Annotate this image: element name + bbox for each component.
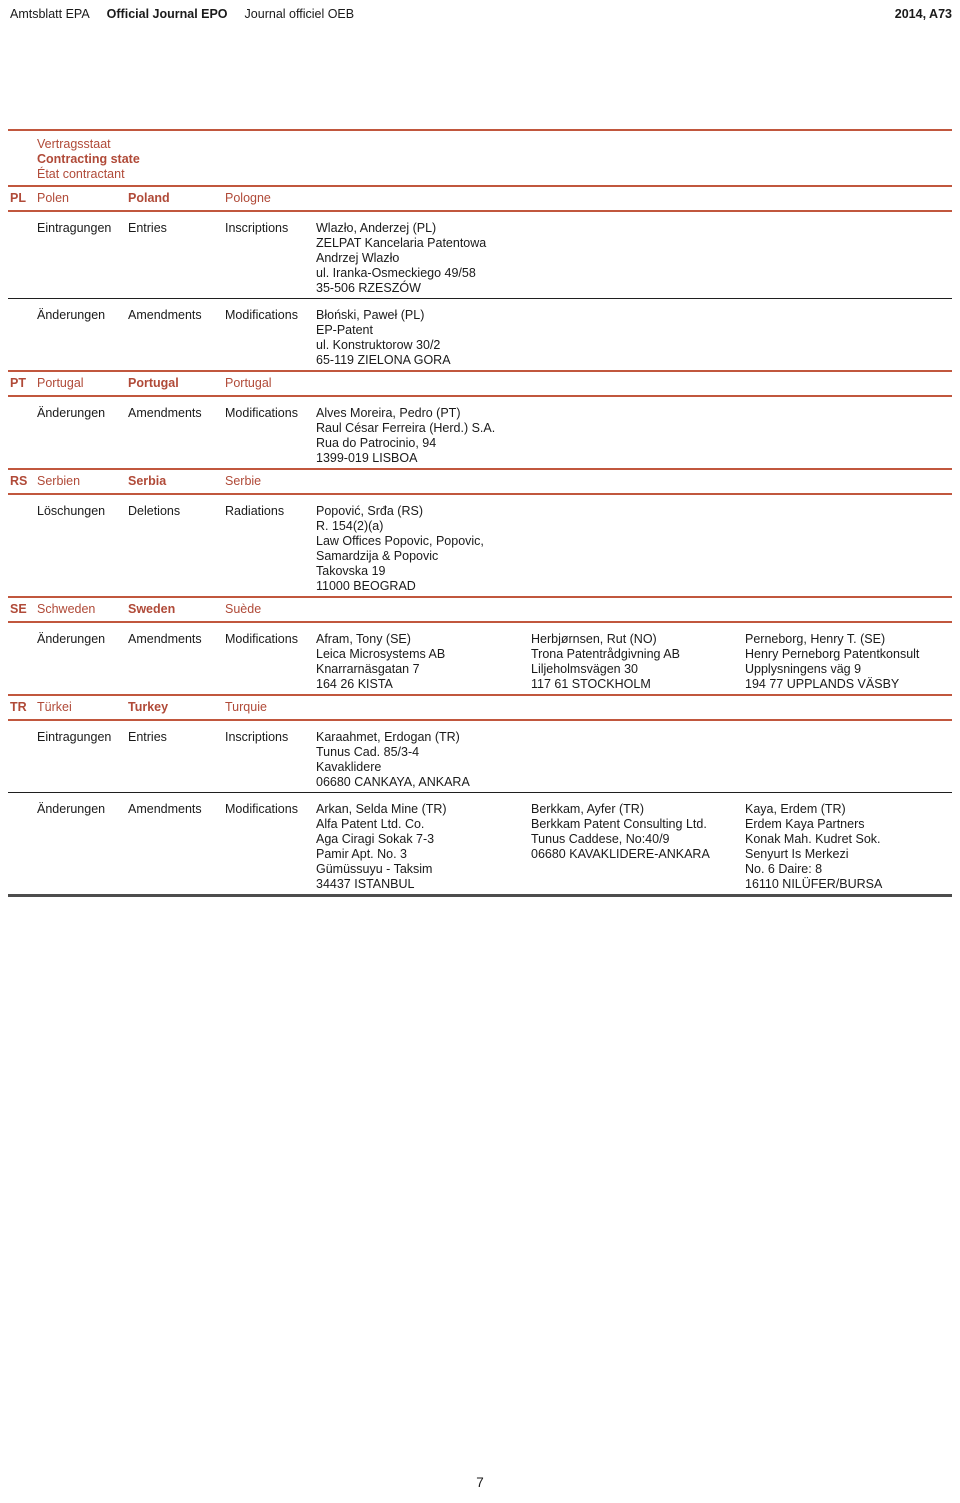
address-line: Upplysningens väg 9 [745,662,862,676]
address-line: Tunus Cad. 85/3-4 [316,745,420,759]
entry-address [531,632,745,692]
country-header-row [8,694,952,721]
column-header-de: Vertragsstaat [37,137,111,151]
entry-row [8,397,952,468]
country-name-fr: Pologne [225,191,271,205]
address-line: Leica Microsystems AB [316,647,446,661]
country-name-fr: Serbie [225,474,262,488]
journal-title-en: Official Journal EPO [106,7,228,21]
address-line: Raul César Ferreira (Herd.) S.A. [316,421,496,435]
entry-type-fr: Modifications [225,632,298,646]
country-header-row [8,370,952,397]
country-header-row [8,185,952,212]
entry-row [8,495,952,596]
address-line: Tunus Caddese, No:40/9 [531,832,670,846]
entry-row [8,721,952,792]
entry-row-indent [8,632,37,692]
column-header-en: Contracting state [37,152,140,166]
country-section [8,596,952,694]
address-line: Trona Patentrådgivning AB [531,647,680,661]
entry-type-fr: Inscriptions [225,221,289,235]
entry-address [316,308,531,368]
address-line: Afram, Tony (SE) [316,632,411,646]
entry-row [8,623,952,694]
entry-type-de: Eintragungen [37,221,112,235]
address-line: Senyurt Is Merkezi [745,847,849,861]
entry-type-fr: Radiations [225,504,285,518]
address-line: R. 154(2)(a) [316,519,384,533]
entry-type-en: Amendments [128,308,202,322]
address-line: Gümüssuyu - Taksim [316,862,433,876]
address-line: 1399-019 LISBOA [316,451,418,465]
address-line: Herbjørnsen, Rut (NO) [531,632,657,646]
column-header-fr: État contractant [37,167,125,181]
address-line: ul. Konstruktorow 30/2 [316,338,441,352]
country-code: PL [10,191,26,205]
address-line: Samardzija & Popovic [316,549,439,563]
address-line: 34437 ISTANBUL [316,877,415,891]
entry-type-fr: Inscriptions [225,730,289,744]
address-line: Kavaklidere [316,760,382,774]
address-line: ZELPAT Kancelaria Patentowa [316,236,487,250]
country-section [8,694,952,894]
entry-address [316,632,531,692]
entry-type-en: Deletions [128,504,181,518]
address-line: Takovska 19 [316,564,386,578]
address-line: No. 6 Daire: 8 [745,862,823,876]
address-line: Popović, Srđa (RS) [316,504,423,518]
entry-row-indent [8,221,37,296]
address-line: Andrzej Wlazło [316,251,400,265]
address-line: Erdem Kaya Partners [745,817,865,831]
address-line: Alfa Patent Ltd. Co. [316,817,425,831]
entry-type-de: Änderungen [37,802,106,816]
journal-title-fr: Journal officiel OEB [244,7,355,21]
entry-type-en: Entries [128,221,167,235]
address-line: Arkan, Selda Mine (TR) [316,802,447,816]
address-line: Rua do Patrocinio, 94 [316,436,437,450]
address-line: Perneborg, Henry T. (SE) [745,632,886,646]
country-section [8,370,952,468]
entry-type-en: Entries [128,730,167,744]
address-line: Berkkam, Ayfer (TR) [531,802,644,816]
address-line: 16110 NILÜFER/BURSA [745,877,883,891]
country-header-row [8,468,952,495]
entry-type-en: Amendments [128,406,202,420]
address-line: Konak Mah. Kudret Sok. [745,832,881,846]
address-line: Knarrarnäsgatan 7 [316,662,420,676]
address-line: Henry Perneborg Patentkonsult [745,647,920,661]
entry-address [316,221,531,296]
address-line: 194 77 UPPLANDS VÄSBY [745,677,900,691]
country-name-de: Türkei [37,700,72,714]
address-line: 06680 KAVAKLIDERE-ANKARA [531,847,710,861]
journal-title-de: Amtsblatt EPA [10,7,90,21]
entry-type-fr: Modifications [225,802,298,816]
address-line: EP-Patent [316,323,373,337]
address-line: 65-119 ZIELONA GORA [316,353,451,367]
entry-type-de: Löschungen [37,504,106,518]
country-name-fr: Portugal [225,376,272,390]
entry-row [8,212,952,298]
address-line: Law Offices Popovic, Popovic, [316,534,484,548]
entry-address [745,802,952,892]
country-section [8,185,952,370]
journal-title-group [10,7,371,22]
page-header [10,7,952,22]
country-name-de: Serbien [37,474,81,488]
address-line: Liljeholmsvägen 30 [531,662,639,676]
address-line: ul. Iranka-Osmeckiego 49/58 [316,266,476,280]
country-name-en: Poland [128,191,170,205]
entry-type-fr: Modifications [225,406,298,420]
country-name-en: Serbia [128,474,167,488]
entry-row-indent [8,730,37,790]
column-header [8,129,952,185]
entry-address [316,406,531,466]
country-sections [8,185,952,894]
entry-row-indent [8,406,37,466]
address-line: Karaahmet, Erdogan (TR) [316,730,460,744]
entry-row-indent [8,802,37,892]
address-line: 06680 CANKAYA, ANKARA [316,775,470,789]
entry-type-de: Änderungen [37,406,106,420]
country-name-de: Portugal [37,376,84,390]
address-line: 164 26 KISTA [316,677,393,691]
country-name-en: Turkey [128,700,169,714]
address-line: Berkkam Patent Consulting Ltd. [531,817,707,831]
entry-address [316,504,531,594]
entry-type-en: Amendments [128,632,202,646]
country-name-fr: Turquie [225,700,267,714]
page-footer [0,1475,960,1490]
entry-row-indent [8,308,37,368]
entry-address [745,632,952,692]
issue-reference: 2014, A73 [894,7,952,21]
entries-table [8,129,952,897]
entry-type-de: Eintragungen [37,730,112,744]
address-line: Aga Ciragi Sokak 7-3 [316,832,435,846]
country-code: PT [10,376,26,390]
address-line: Błoński, Paweł (PL) [316,308,425,322]
page-number: 7 [476,1475,484,1490]
entry-row-indent [8,504,37,594]
address-line: 11000 BEOGRAD [316,579,416,593]
entry-row [8,792,952,894]
address-line: Kaya, Erdem (TR) [745,802,846,816]
entry-type-fr: Modifications [225,308,298,322]
country-name-fr: Suède [225,602,262,616]
country-name-en: Sweden [128,602,176,616]
country-name-de: Polen [37,191,69,205]
address-line: Wlazło, Anderzej (PL) [316,221,437,235]
entry-type-de: Änderungen [37,308,106,322]
country-name-de: Schweden [37,602,96,616]
country-code: TR [10,700,27,714]
entry-address [316,802,531,892]
address-line: Pamir Apt. No. 3 [316,847,408,861]
entry-type-en: Amendments [128,802,202,816]
country-name-en: Portugal [128,376,179,390]
table-end-rule [8,894,952,897]
entry-type-de: Änderungen [37,632,106,646]
country-code: RS [10,474,28,488]
country-code: SE [10,602,27,616]
address-line: Alves Moreira, Pedro (PT) [316,406,461,420]
country-section [8,468,952,596]
entry-address [531,802,745,892]
entry-row [8,298,952,370]
address-line: 117 61 STOCKHOLM [531,677,651,691]
entry-address [316,730,531,790]
address-line: 35-506 RZESZÓW [316,281,421,295]
country-header-row [8,596,952,623]
